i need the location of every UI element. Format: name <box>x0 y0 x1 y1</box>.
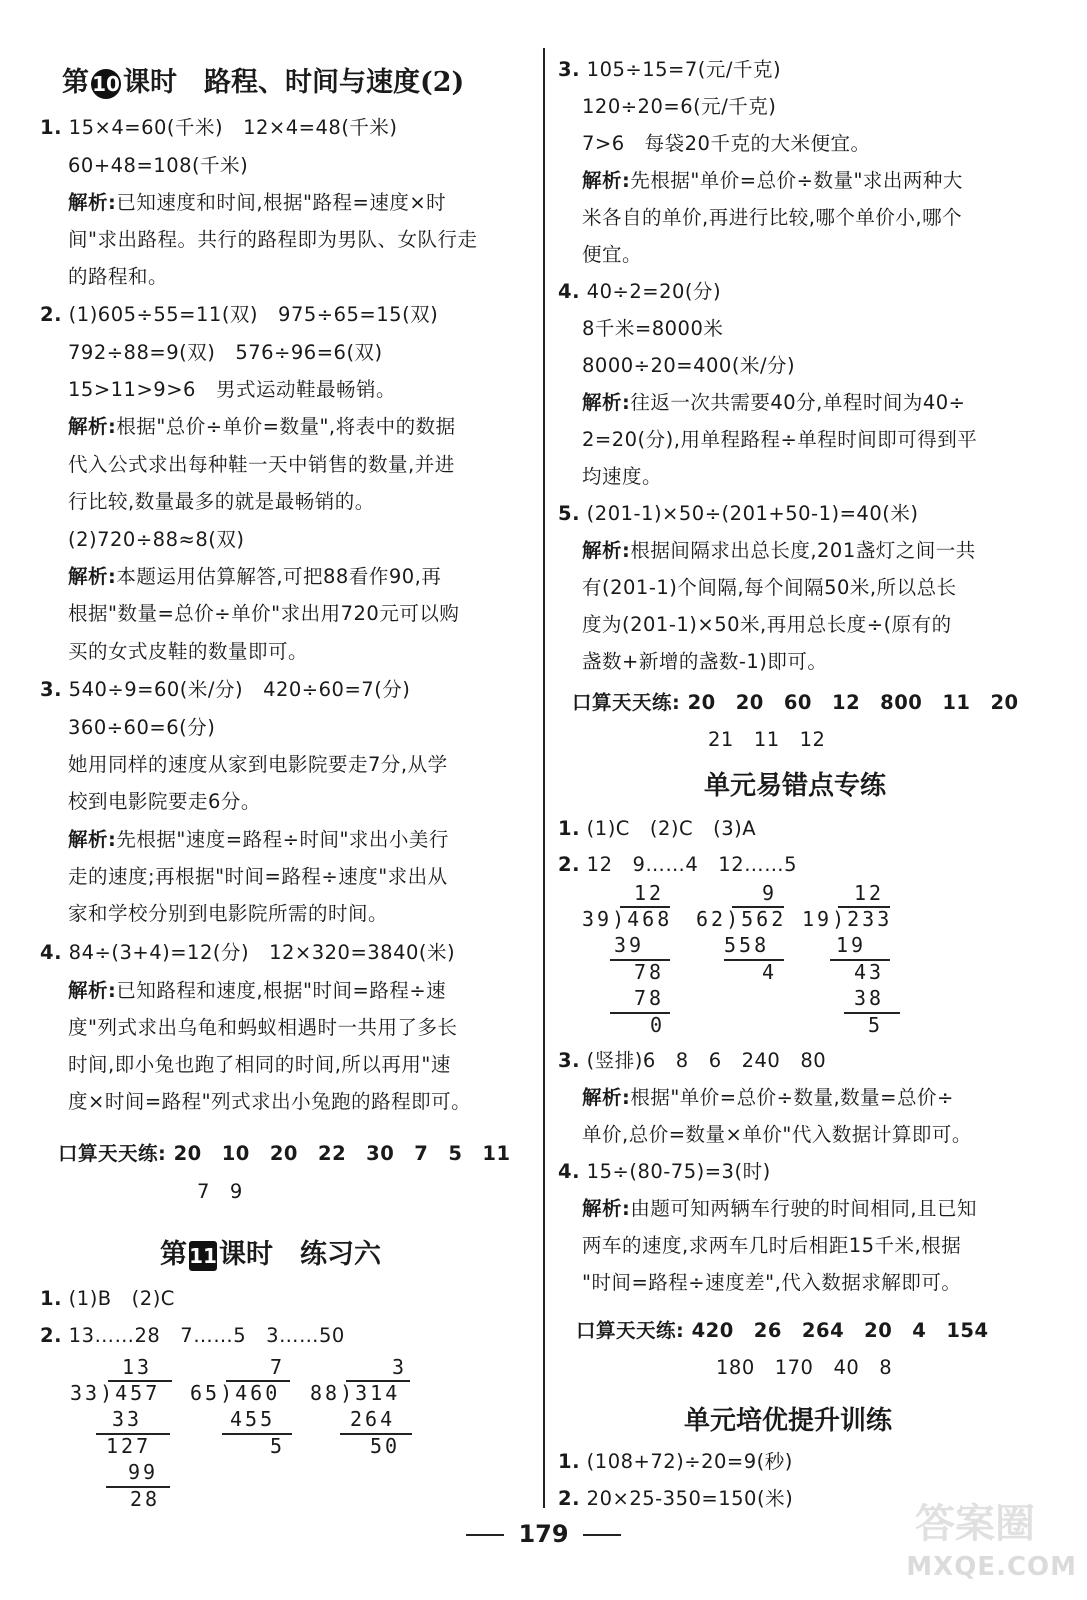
division-bar <box>346 1380 410 1382</box>
analysis-line: 间"求出路程。共行的路程即为男队、女队行走 <box>68 228 478 251</box>
answer-line: 360÷60=6(分) <box>68 716 216 739</box>
analysis-line: 度"列式求出乌龟和蚂蚁相遇时一共用了多长 <box>68 1016 458 1039</box>
analysis-line: 解析:由题可知两辆车行驶的时间相同,且已知 <box>582 1197 978 1220</box>
analysis-line: 解析:先根据"单价=总价÷数量"求出两种大 <box>582 169 963 192</box>
answer-line: 3. 105÷15=7(元/千克) <box>558 58 782 81</box>
lesson-title-11: 第 11课时 练习六 <box>160 1239 381 1270</box>
answer-line: 4. 84÷(3+4)=12(分) 12×320=3840(米) <box>40 941 456 964</box>
lesson-number-badge: 10 <box>91 69 121 99</box>
division-bar <box>226 1380 290 1382</box>
analysis-line: 度为(201-1)×50米,再用总长度÷(原有的 <box>582 613 952 636</box>
answer-line: 4. 40÷2=20(分) <box>558 280 722 303</box>
answer-line: 1. (1)C (2)C (3)A <box>558 817 757 840</box>
product: 33 <box>112 1407 143 1431</box>
analysis-line: 2=20(分),用单程路程÷单程时间即可得到平 <box>582 428 978 451</box>
answer-line: 1. (108+72)÷20=9(秒) <box>558 1450 793 1473</box>
product: 78 <box>634 986 665 1010</box>
answer-line: 4. 15÷(80-75)=3(时) <box>558 1160 771 1183</box>
analysis-line: 解析:根据"单价=总价÷数量,数量=总价÷ <box>582 1086 954 1109</box>
quotient: 9 <box>762 881 778 905</box>
mental-math-line: 口算天天练: 420 26 264 20 4 154 <box>576 1319 989 1342</box>
analysis-line: 行比较,数量最多的就是最畅销的。 <box>68 490 375 513</box>
mental-math-line: 口算天天练: 20 10 20 22 30 7 5 11 <box>58 1142 511 1165</box>
mental-math-line: 7 9 <box>197 1180 243 1203</box>
answer-line: 1. (1)B (2)C <box>40 1287 175 1310</box>
division-bar <box>620 906 670 908</box>
remainder: 50 <box>370 1434 401 1458</box>
section-heading: 单元易错点专练 <box>704 771 887 801</box>
lesson-title-10: 第 10 课时 路程、时间与速度(2) <box>62 67 465 98</box>
lesson-number-badge: 11 <box>189 1241 217 1271</box>
dividend: 88)314 <box>310 1381 401 1405</box>
analysis-line: 米各自的单价,再进行比较,哪个单价小,哪个 <box>582 206 963 229</box>
analysis-line: 度×时间=路程"列式求出小兔跑的路程即可。 <box>68 1090 472 1113</box>
answer-line: 2. (1)605÷55=11(双) 975÷65=15(双) <box>40 303 439 326</box>
mental-math-line: 180 170 40 8 <box>716 1356 893 1379</box>
answer-line: 2. 13……28 7……5 3……50 <box>40 1324 345 1347</box>
quotient: 12 <box>634 881 665 905</box>
product: 39 <box>614 933 645 957</box>
answer-line: 7>6 每袋20千克的大米便宜。 <box>582 132 871 155</box>
analysis-line: 均速度。 <box>582 465 663 488</box>
answer-line: 8千米=8000米 <box>582 317 724 340</box>
answer-line: 2. 20×25-350=150(米) <box>558 1487 794 1510</box>
quotient: 12 <box>854 881 885 905</box>
analysis-line: 解析:先根据"速度=路程÷时间"求出小美行 <box>68 828 449 851</box>
answer-line: 15>11>9>6 男式运动鞋最畅销。 <box>68 378 396 401</box>
analysis-line: 买的女式皮鞋的数量即可。 <box>68 640 309 663</box>
remainder: 28 <box>130 1487 161 1511</box>
page-number: 179 <box>0 1520 1087 1548</box>
remainder-step: 43 <box>854 960 885 984</box>
dividend: 62)562 <box>696 907 787 931</box>
quotient: 13 <box>122 1355 153 1379</box>
quotient: 7 <box>270 1355 286 1379</box>
analysis-line: 时间,即小兔也跑了相同的时间,所以再用"速 <box>68 1053 451 1076</box>
analysis-line: 盏数+新增的盏数-1)即可。 <box>582 650 828 673</box>
quotient: 3 <box>392 1355 408 1379</box>
analysis-line: 两车的速度,求两车几时后相距15千米,根据 <box>582 1234 962 1257</box>
analysis-line: 便宜。 <box>582 243 643 266</box>
product: 38 <box>854 986 885 1010</box>
analysis-line: 解析:已知路程和速度,根据"时间=路程÷速 <box>68 979 447 1002</box>
division-bar <box>108 1380 172 1382</box>
answer-line: 5. (201-1)×50÷(201+50-1)=40(米) <box>558 502 919 525</box>
remainder-step: 78 <box>634 960 665 984</box>
analysis-line: 代入公式求出每种鞋一天中销售的数量,并进 <box>68 453 455 476</box>
dividend: 39)468 <box>582 907 673 931</box>
product: 558 <box>724 933 770 957</box>
analysis-line: 解析:已知速度和时间,根据"路程=速度×时 <box>68 191 447 214</box>
product: 19 <box>836 933 867 957</box>
analysis-line: 解析:本题运用估算解答,可把88看作90,再 <box>68 565 442 588</box>
answer-line: 她用同样的速度从家到电影院要走7分,从学 <box>68 753 448 776</box>
division-bar <box>838 906 890 908</box>
dividend: 19)233 <box>802 907 893 931</box>
product: 264 <box>350 1407 396 1431</box>
analysis-line: 家和学校分别到电影院所需的时间。 <box>68 902 389 925</box>
answer-line: 3. 540÷9=60(米/分) 420÷60=7(分) <box>40 678 411 701</box>
section-heading: 单元培优提升训练 <box>684 1406 893 1436</box>
answer-line: 120÷20=6(元/千克) <box>582 95 777 118</box>
answer-line: 1. 15×4=60(千米) 12×4=48(千米) <box>40 116 398 139</box>
product: 99 <box>128 1460 159 1484</box>
answer-line: (2)720÷88≈8(双) <box>68 528 245 551</box>
remainder: 0 <box>650 1013 666 1037</box>
answer-line: 8000÷20=400(米/分) <box>582 354 796 377</box>
dividend: 33)457 <box>70 1381 161 1405</box>
watermark-logo: 答案圈 <box>915 1501 1035 1547</box>
column-divider <box>543 48 545 1508</box>
watermark-url: MXQE.COM <box>906 1552 1077 1582</box>
remainder: 4 <box>762 960 778 984</box>
remainder: 5 <box>868 1013 884 1037</box>
division-bar <box>732 906 784 908</box>
analysis-line: 根据"数量=总价÷单价"求出用720元可以购 <box>68 602 460 625</box>
answer-line: 3. (竖排)6 8 6 240 80 <box>558 1049 827 1072</box>
analysis-line: 解析:往返一次共需要40分,单程时间为40÷ <box>582 391 966 414</box>
analysis-line: 的路程和。 <box>68 265 169 288</box>
analysis-line: 单价,总价=数量×单价"代入数据计算即可。 <box>582 1123 972 1146</box>
analysis-line: 解析:根据"总价÷单价=数量",将表中的数据 <box>68 415 456 438</box>
mental-math-line: 21 11 12 <box>708 728 826 751</box>
answer-line: 校到电影院要走6分。 <box>68 790 261 813</box>
remainder-step: 127 <box>106 1434 152 1458</box>
analysis-line: 有(201-1)个间隔,每个间隔50米,所以总长 <box>582 576 957 599</box>
analysis-line: "时间=路程÷速度差",代入数据求解即可。 <box>582 1271 962 1294</box>
analysis-line: 解析:根据间隔求出总长度,201盏灯之间一共 <box>582 539 976 562</box>
answer-line: 60+48=108(千米) <box>68 154 249 177</box>
mental-math-line: 口算天天练: 20 20 60 12 800 11 20 <box>572 691 1019 714</box>
answer-line: 2. 12 9……4 12……5 <box>558 853 798 876</box>
analysis-line: 走的速度;再根据"时间=路程÷速度"求出从 <box>68 865 448 888</box>
answer-line: 792÷88=9(双) 576÷96=6(双) <box>68 341 383 364</box>
product: 455 <box>230 1407 276 1431</box>
remainder: 5 <box>270 1434 286 1458</box>
dividend: 65)460 <box>190 1381 281 1405</box>
